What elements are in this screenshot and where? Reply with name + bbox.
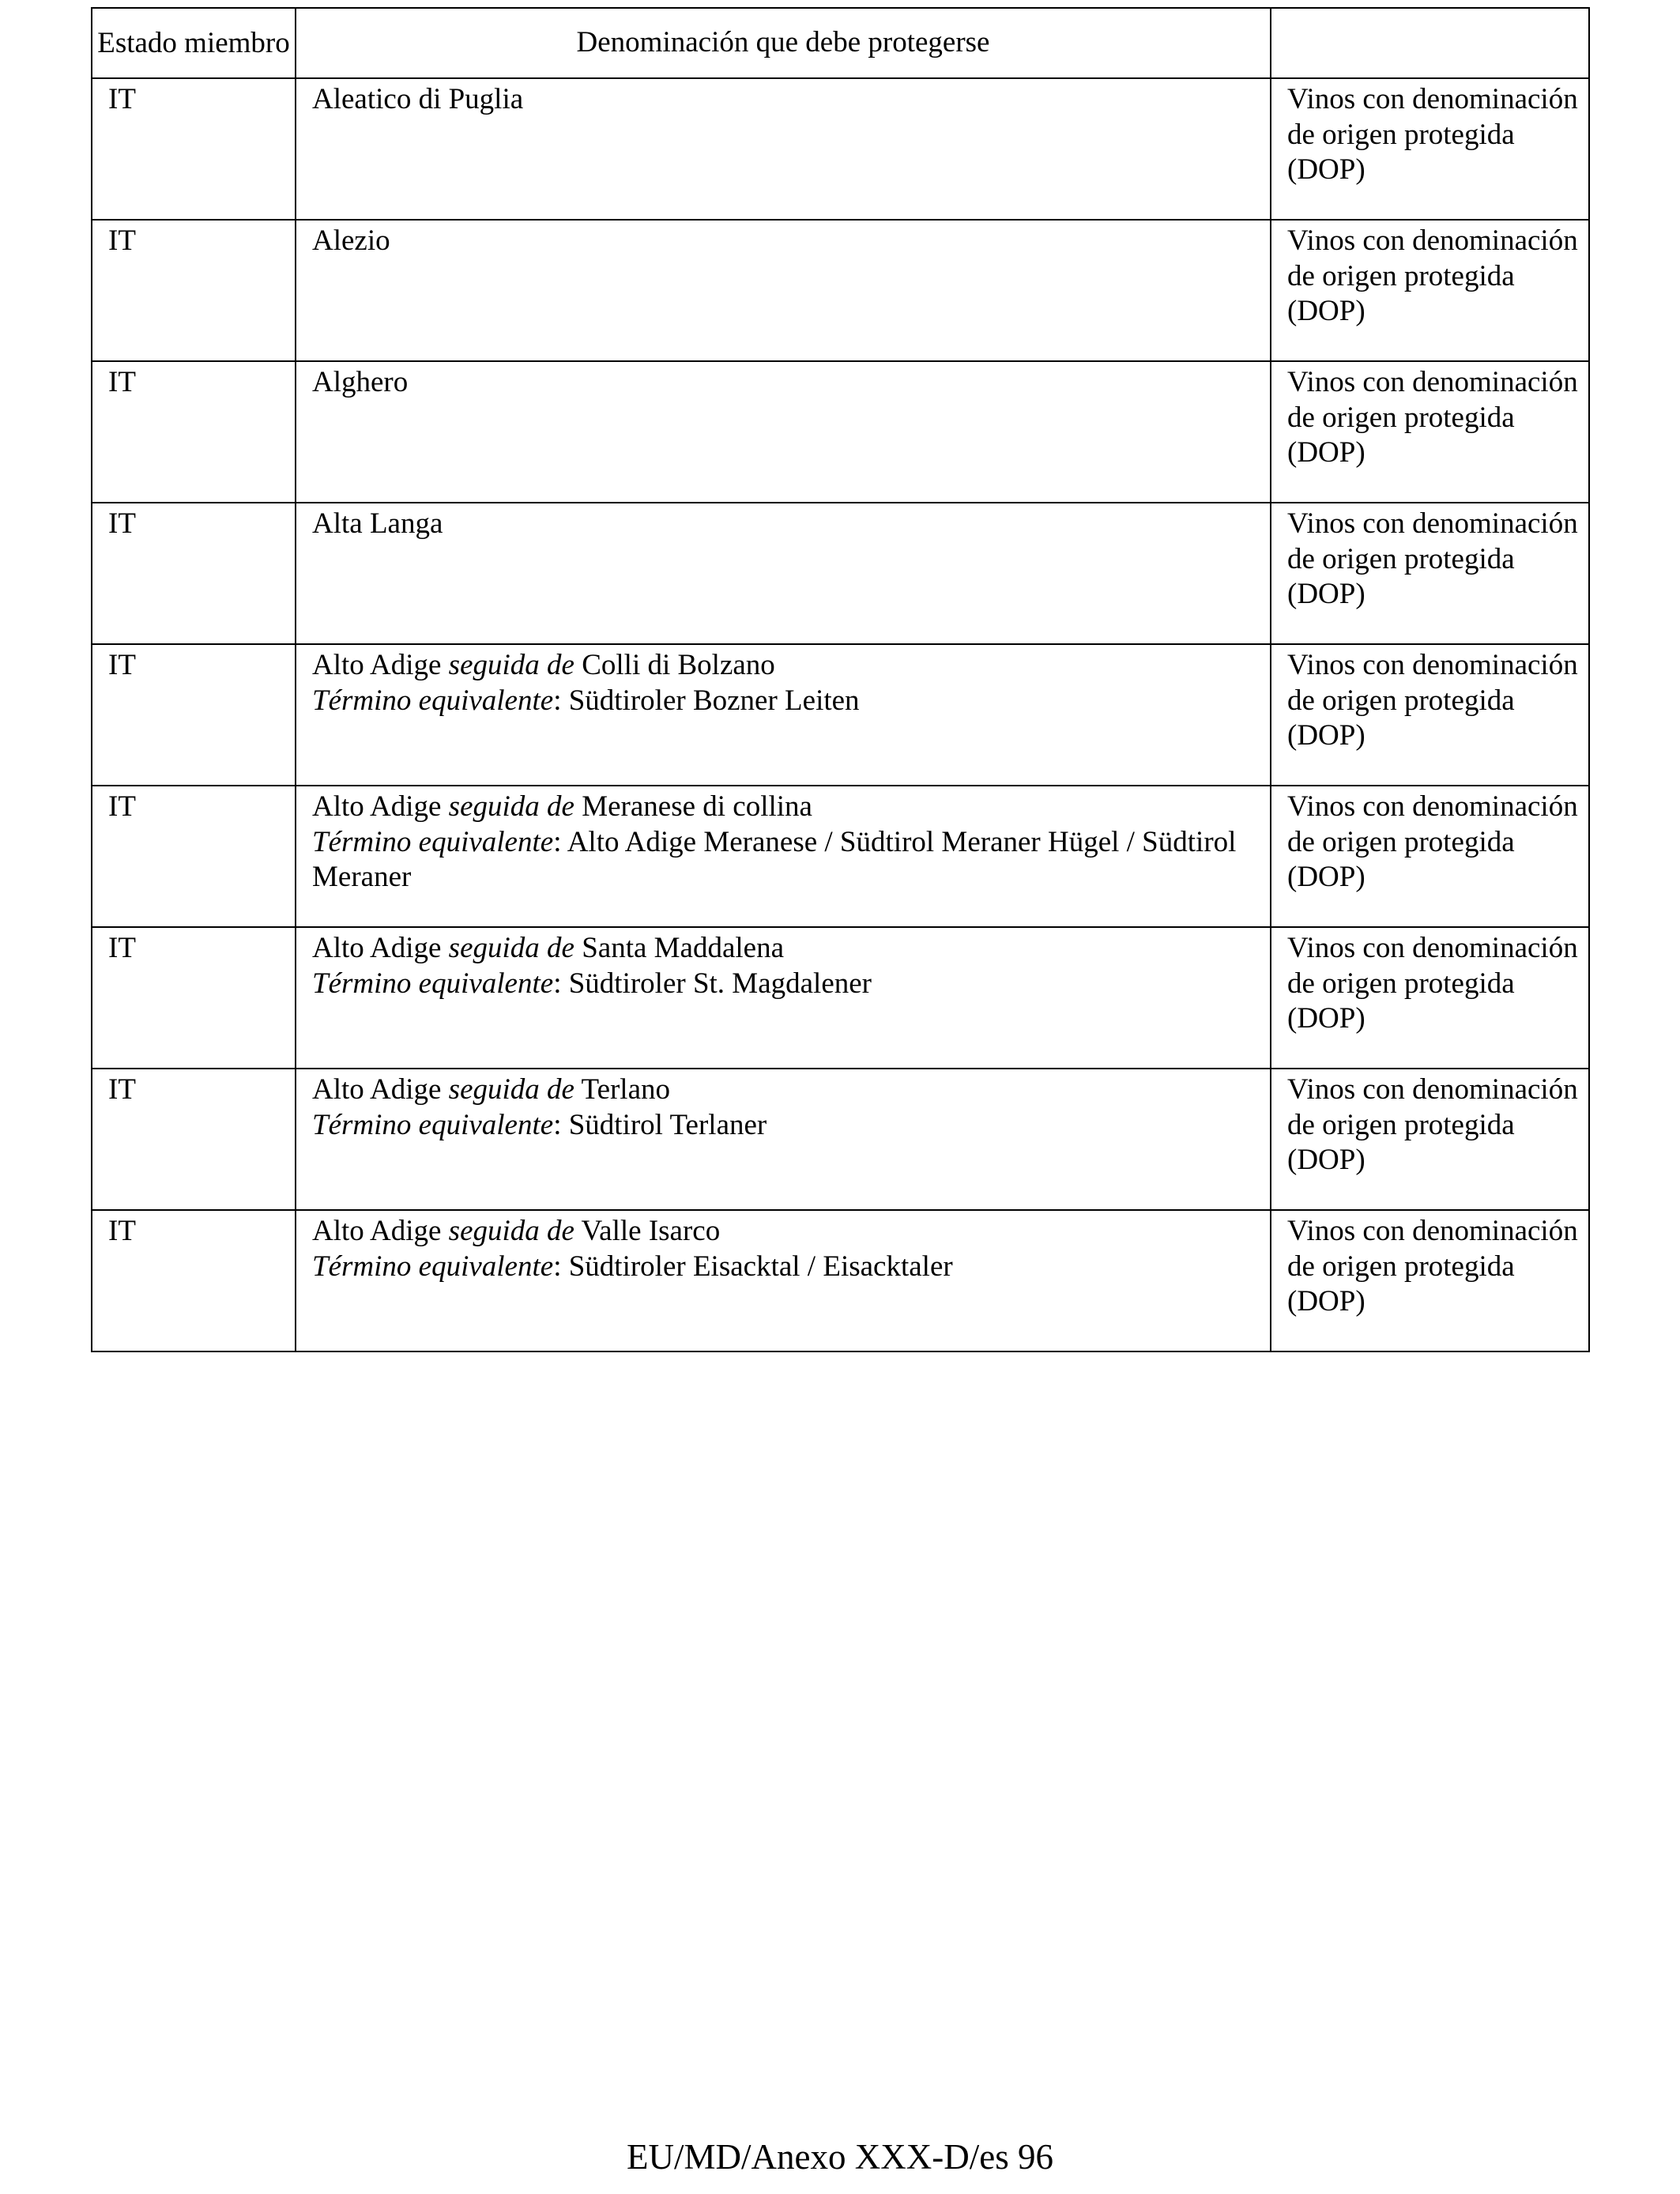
equivalent-label: Término equivalente [312, 684, 554, 717]
designation-connector: seguida de [448, 932, 574, 964]
designation-suffix: Valle Isarco [581, 1215, 721, 1247]
equivalent-label: Término equivalente [312, 1250, 554, 1283]
member-state-cell: IT [92, 361, 296, 503]
equivalent-line: Término equivalente: Südtirol Terlaner [312, 1108, 767, 1141]
equivalent-value: Südtiroler St. Magdalener [568, 967, 872, 1000]
designation-cell [296, 1210, 1271, 1351]
equivalent-label: Término equivalente [312, 967, 554, 1000]
designation-cell [296, 78, 1271, 220]
designation-name: Alto Adige [312, 932, 442, 964]
designation-cell [296, 786, 1271, 927]
designation-connector: seguida de [448, 649, 574, 681]
designation-suffix: Meranese di collina [582, 790, 812, 823]
designation-name: Alto Adige [312, 649, 442, 681]
category-cell: Vinos con denominación de origen protegida (DOP) [1271, 644, 1589, 786]
name-line [312, 931, 1254, 967]
category-cell: Vinos con denominación de origen protegida (DOP) [1271, 1069, 1589, 1210]
equivalent-line: Término equivalente: Alto Adige Meranese / Südtirol Meraner Hügel / Südtirol Meraner [312, 825, 1237, 893]
name-line [312, 648, 1254, 684]
table-row [92, 78, 1589, 220]
designation-name: Alto Adige [312, 790, 442, 823]
name-line [312, 1072, 1254, 1108]
designation-name: Alto Adige [312, 1215, 442, 1247]
table-row [92, 220, 1589, 361]
header-row [92, 8, 1589, 78]
category-cell: Vinos con denominación de origen protegida (DOP) [1271, 78, 1589, 220]
name-line [312, 365, 1254, 401]
member-state-cell: IT [92, 786, 296, 927]
category-cell: Vinos con denominación de origen protegida (DOP) [1271, 503, 1589, 644]
name-line [312, 507, 1254, 542]
designation-cell [296, 927, 1271, 1069]
table-body [92, 78, 1589, 1351]
member-state-cell: IT [92, 78, 296, 220]
designation-suffix: Santa Maddalena [582, 932, 785, 964]
category-cell: Vinos con denominación de origen protegida (DOP) [1271, 927, 1589, 1069]
category-cell: Vinos con denominación de origen protegida (DOP) [1271, 220, 1589, 361]
designation-suffix: Colli di Bolzano [582, 649, 775, 681]
table-row [92, 503, 1589, 644]
member-state-cell: IT [92, 644, 296, 786]
header-member-state: Estado miembro [92, 8, 296, 78]
member-state-cell: IT [92, 1210, 296, 1351]
equivalent-line: Término equivalente: Südtiroler Bozner Leiten [312, 684, 860, 717]
equivalent-line: Término equivalente: Südtiroler St. Magdalener [312, 967, 872, 1000]
designation-connector: seguida de [448, 1073, 574, 1106]
page-footer-reference: EU/MD/Anexo XXX-D/es 96 [627, 2137, 1053, 2177]
designation-name: Aleatico di Puglia [312, 83, 524, 115]
category-cell: Vinos con denominación de origen protegida (DOP) [1271, 361, 1589, 503]
member-state-cell: IT [92, 503, 296, 644]
name-line [312, 1214, 1254, 1250]
member-state-cell: IT [92, 1069, 296, 1210]
category-cell: Vinos con denominación de origen protegida (DOP) [1271, 786, 1589, 927]
designation-name: Alghero [312, 366, 409, 398]
equivalent-value: Südtirol Terlaner [568, 1108, 767, 1141]
designation-cell [296, 644, 1271, 786]
header-category [1271, 8, 1589, 78]
designation-connector: seguida de [448, 1215, 574, 1247]
designation-name: Alezio [312, 224, 390, 257]
equivalent-label: Término equivalente [312, 825, 554, 858]
table-row [92, 927, 1589, 1069]
designation-suffix: Terlano [581, 1073, 671, 1106]
table-row [92, 361, 1589, 503]
designation-cell [296, 1069, 1271, 1210]
equivalent-value: Alto Adige Meranese / Südtirol Meraner Hügel / Südtirol Meraner [312, 825, 1237, 893]
designation-cell [296, 220, 1271, 361]
protected-names-table [91, 7, 1590, 1352]
designation-name: Alta Langa [312, 507, 443, 540]
name-line [312, 224, 1254, 259]
equivalent-label: Término equivalente [312, 1108, 554, 1141]
member-state-cell: IT [92, 220, 296, 361]
header-name: Denominación que debe protegerse [296, 8, 1271, 78]
equivalent-value: Südtiroler Bozner Leiten [568, 684, 860, 717]
table-header [92, 8, 1589, 78]
equivalent-value: Südtiroler Eisacktal / Eisacktaler [568, 1250, 953, 1283]
table-row [92, 644, 1589, 786]
table-row [92, 1210, 1589, 1351]
designation-name: Alto Adige [312, 1073, 442, 1106]
designation-cell [296, 503, 1271, 644]
designation-cell [296, 361, 1271, 503]
designation-connector: seguida de [448, 790, 574, 823]
table-row [92, 1069, 1589, 1210]
member-state-cell: IT [92, 927, 296, 1069]
name-line [312, 790, 1254, 825]
category-cell: Vinos con denominación de origen protegida (DOP) [1271, 1210, 1589, 1351]
equivalent-line: Término equivalente: Südtiroler Eisacktal / Eisacktaler [312, 1250, 953, 1283]
table-row [92, 786, 1589, 927]
name-line [312, 82, 1254, 118]
